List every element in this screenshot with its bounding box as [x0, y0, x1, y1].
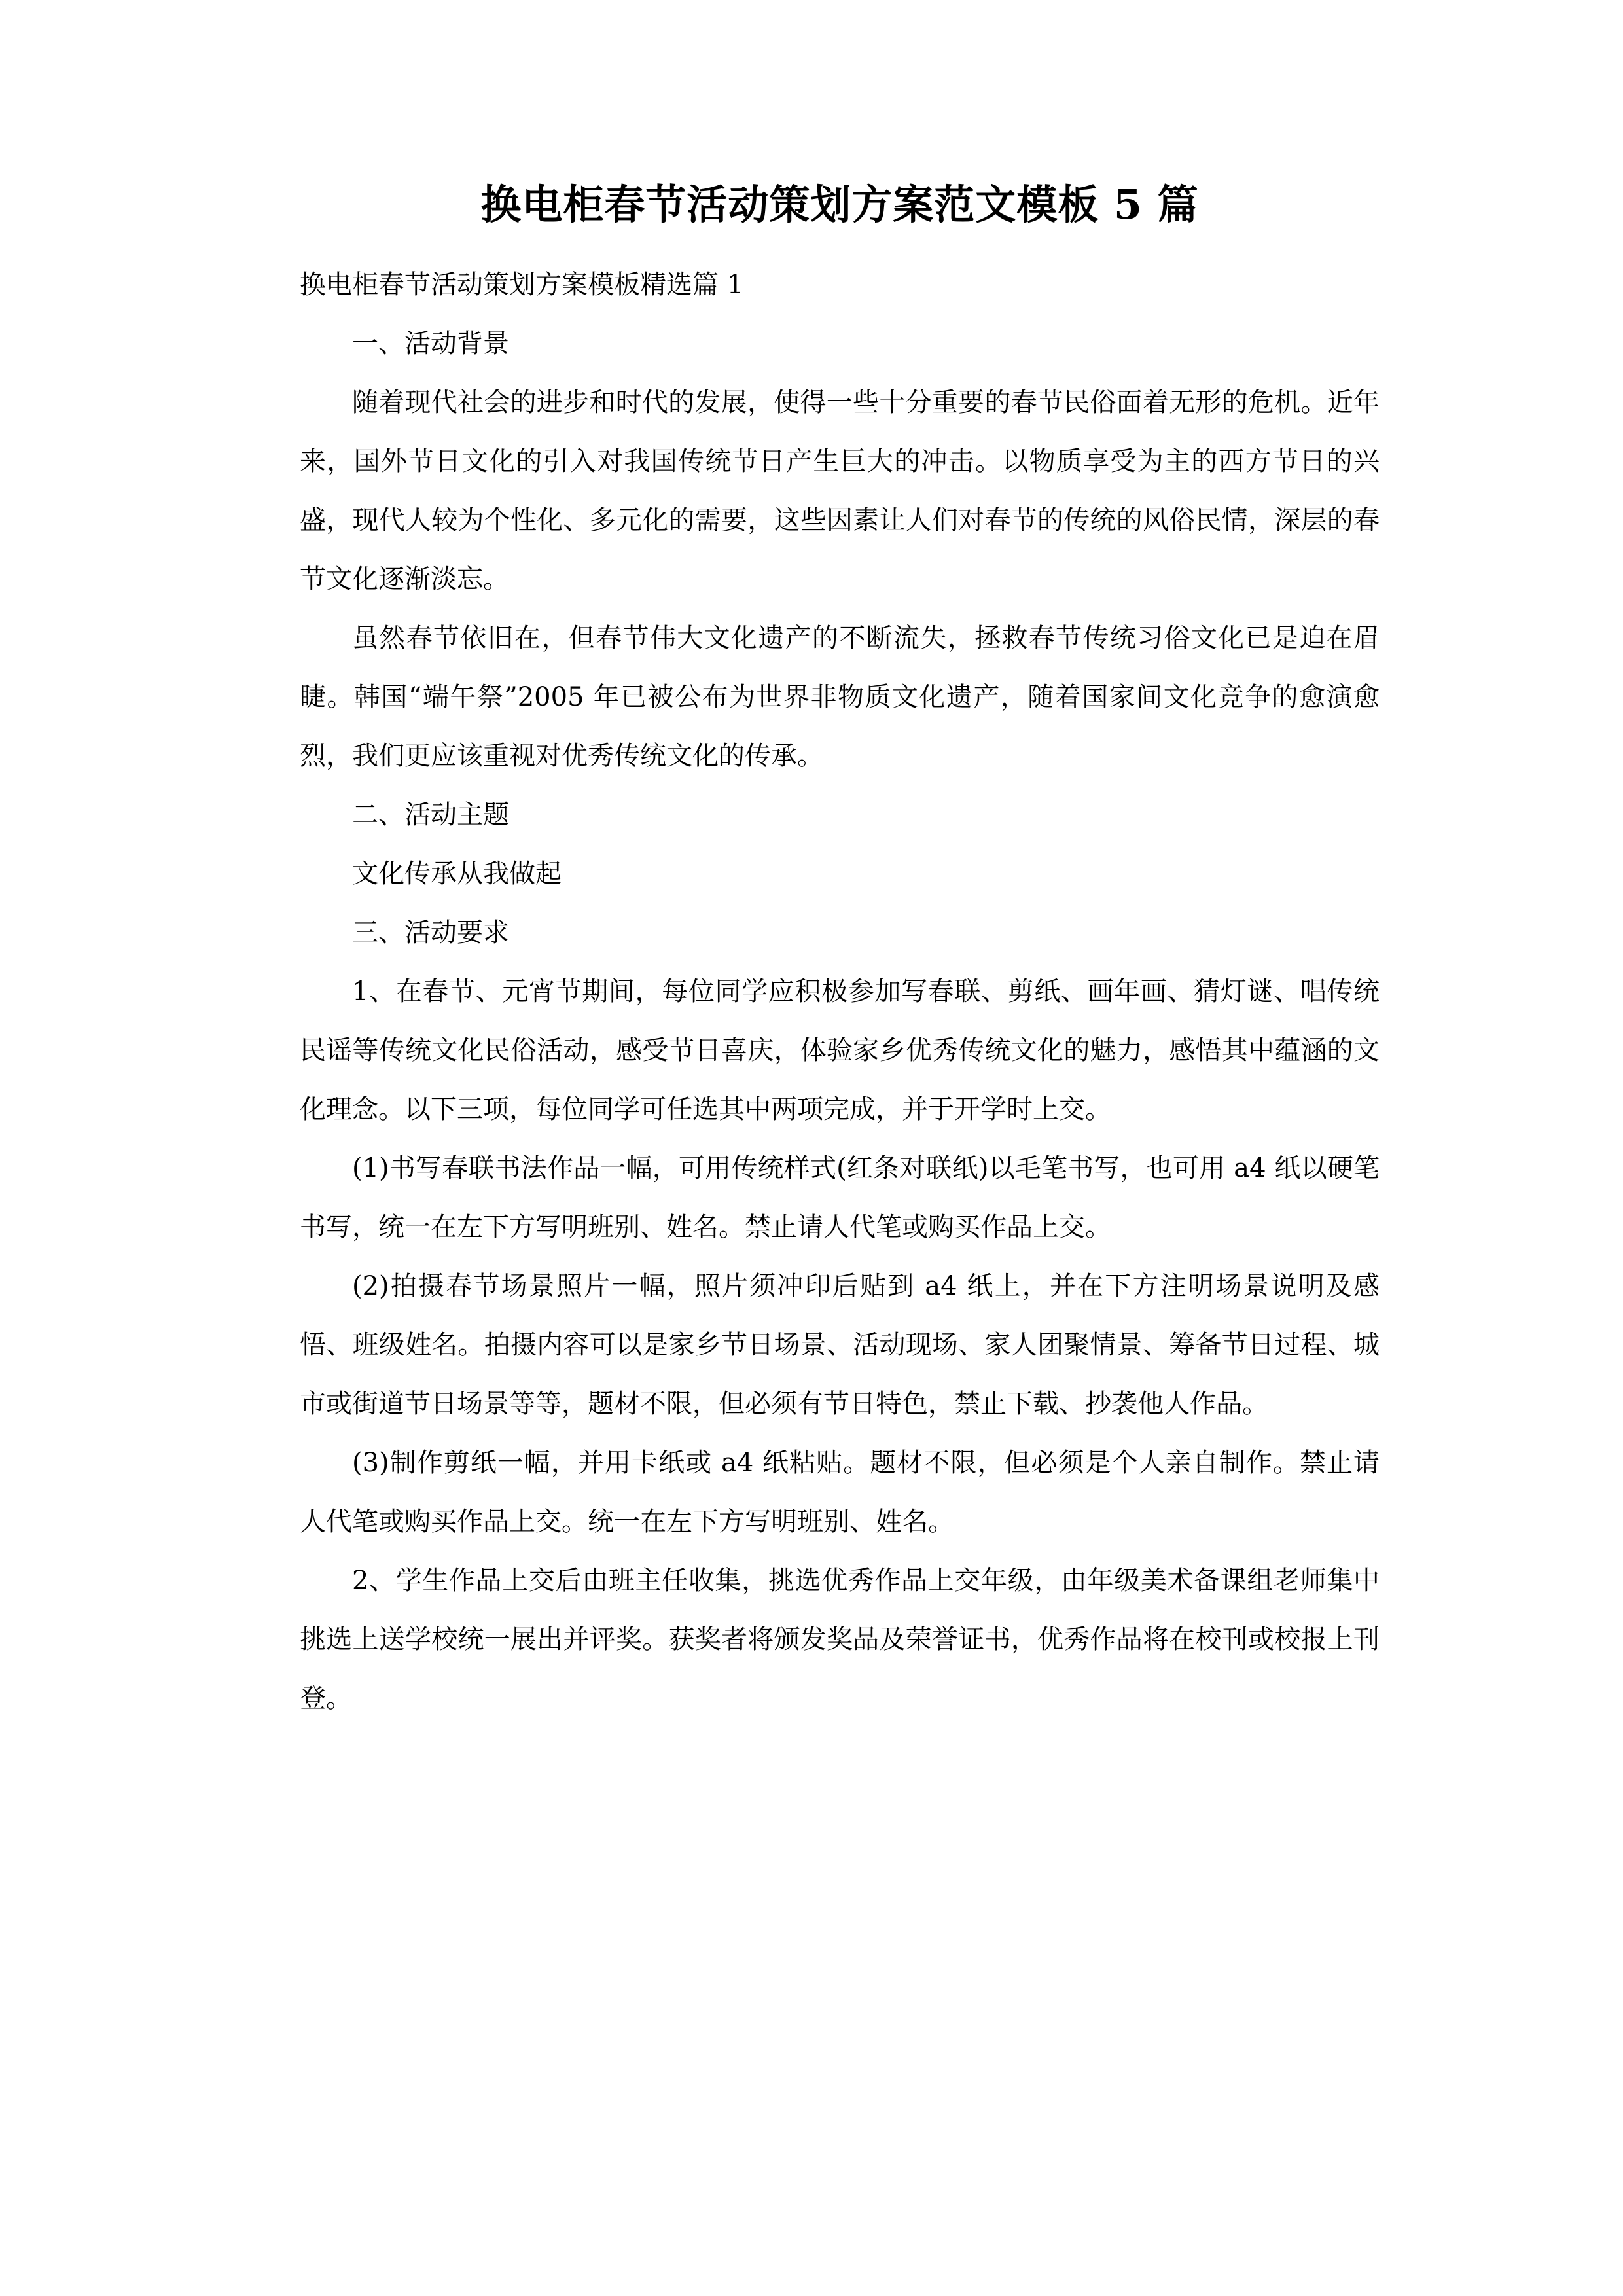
paragraph-background-2: 虽然春节依旧在，但春节伟大文化遗产的不断流失，拯救春节传统习俗文化已是迫在眉睫。韩国“端午祭”2005 年已被公布为世界非物质文化遗产，随着国家间文化竞争的愈演愈烈，我们更应该重视对优秀传统文化的传承。 — [300, 623, 1380, 771]
section-heading-requirements: 三、活动要求 — [352, 918, 509, 948]
paragraph-requirement-1: 1、在春节、元宵节期间，每位同学应积极参加写春联、剪纸、画年画、猜灯谜、唱传统民谣等传统文化民俗活动，感受节日喜庆，体验家乡优秀传统文化的魅力，感悟其中蕴涵的文化理念。以下三项，每位同学可任选其中两项完成，并于开学时上交。 — [300, 977, 1380, 1124]
paragraph-requirement-2: 2、学生作品上交后由班主任收集，挑选优秀作品上交年级，由年级美术备课组老师集中挑选上送学校统一展出并评奖。获奖者将颁发奖品及荣誉证书，优秀作品将在校刊或校报上刊登。 — [300, 1566, 1380, 1713]
page-title: 换电柜春节活动策划方案范文模板 5 篇 — [480, 181, 1199, 228]
section-heading-background: 一、活动背景 — [352, 329, 509, 359]
paragraph-theme-text: 文化传承从我做起 — [352, 859, 562, 889]
section-heading-theme: 二、活动主题 — [352, 800, 509, 830]
paragraph-requirement-1-item-1: (1)书写春联书法作品一幅，可用传统样式(红条对联纸)以毛笔书写，也可用 a4 纸以硬笔书写，统一在左下方写明班别、姓名。禁止请人代笔或购买作品上交。 — [300, 1153, 1380, 1242]
paragraph-requirement-1-item-3: (3)制作剪纸一幅，并用卡纸或 a4 纸粘贴。题材不限，但必须是个人亲自制作。禁止请人代笔或购买作品上交。统一在左下方写明班别、姓名。 — [300, 1448, 1380, 1537]
paragraph-requirement-1-item-2: (2)拍摄春节场景照片一幅，照片须冲印后贴到 a4 纸上，并在下方注明场景说明及感悟、班级姓名。拍摄内容可以是家乡节日场景、活动现场、家人团聚情景、筹备节日过程、城市或街道节日场景等等，题材不限，但必须有节日特色，禁止下载、抄袭他人作品。 — [300, 1271, 1380, 1419]
paragraph-background-1: 随着现代社会的进步和时代的发展，使得一些十分重要的春节民俗面着无形的危机。近年来，国外节日文化的引入对我国传统节日产生巨大的冲击。以物质享受为主的西方节日的兴盛，现代人较为个性化、多元化的需要，这些因素让人们对春节的传统的风俗民情，深层的春节文化逐渐淡忘。 — [300, 387, 1380, 594]
document-body — [300, 0, 1380, 1728]
document-subtitle: 换电柜春节活动策划方案模板精选篇 1 — [300, 270, 744, 300]
